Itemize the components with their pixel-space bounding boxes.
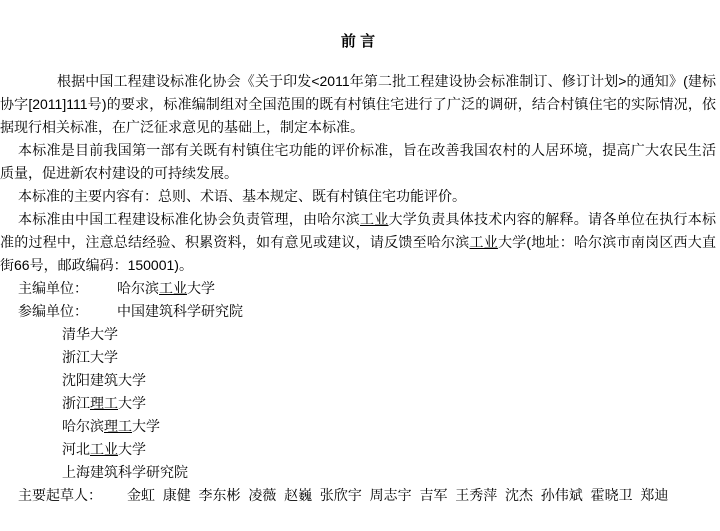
- drafters-names: 金虹 康健 李东彬 凌薇 赵巍 张欣宇 周志宇 吉军 王秀萍 沈杰 孙伟斌 霍晓卫 郑迪: [127, 487, 669, 503]
- chief-editor-row: [0, 277, 716, 300]
- participating-unit-2: 浙江大学: [62, 349, 118, 365]
- participating-unit-row: [0, 415, 716, 438]
- drafters-label: 主要起草人：: [18, 487, 102, 503]
- participating-unit-5: 哈尔滨理工大学: [62, 418, 160, 434]
- chief-editor-value: 哈尔滨工业大学: [117, 280, 215, 296]
- participating-unit-row: [0, 346, 716, 369]
- preface-paragraph-2: 本标准是目前我国第一部有关既有村镇住宅功能的评价标准，旨在改善我国农村的人居环境，提高广大农民生活质量，促进新农村建设的可持续发展。: [0, 142, 716, 181]
- participating-unit-7: 上海建筑科学研究院: [62, 464, 188, 480]
- participating-unit-row: [0, 323, 716, 346]
- drafters-row: [0, 484, 716, 507]
- participating-editor-label: 参编单位：: [18, 303, 88, 319]
- participating-unit-row: [0, 392, 716, 415]
- participating-unit-0: 中国建筑科学研究院: [117, 303, 243, 319]
- participating-unit-4: 浙江理工大学: [62, 395, 146, 411]
- participating-unit-3: 沈阳建筑大学: [62, 372, 146, 388]
- participating-unit-row: [0, 369, 716, 392]
- participating-unit-1: 清华大学: [62, 326, 118, 342]
- participating-unit-6: 河北工业大学: [62, 441, 146, 457]
- preface-paragraph-3: 本标准的主要内容有：总则、术语、基本规定、既有村镇住宅功能评价。: [18, 188, 466, 204]
- chief-editor-label: 主编单位：: [18, 280, 88, 296]
- preface-paragraph-4: 本标准由中国工程建设标准化协会负责管理，由哈尔滨工业大学负责具体技术内容的解释。请各单位在执行本标准的过程中，注意总结经验、积累资料，如有意见或建议，请反馈至哈尔滨工业大学(地址：哈尔滨市南岗区西大直街66号，邮政编码：150001)。: [0, 211, 716, 273]
- participating-unit-row: [0, 461, 716, 484]
- preface-paragraph-1: 根据中国工程建设标准化协会《关于印发<2011年第二批工程建设协会标准制订、修订计划>的通知》(建标协字[2011]111号)的要求，标准编制组对全国范围的既有村镇住宅进行了广泛的调研，结合村镇住宅的实际情况，依据现行相关标准，在广泛征求意见的基础上，制定本标准。: [0, 73, 716, 135]
- participating-editor-row: [0, 300, 716, 323]
- participating-unit-row: [0, 438, 716, 461]
- page-title: 前 言: [340, 33, 376, 50]
